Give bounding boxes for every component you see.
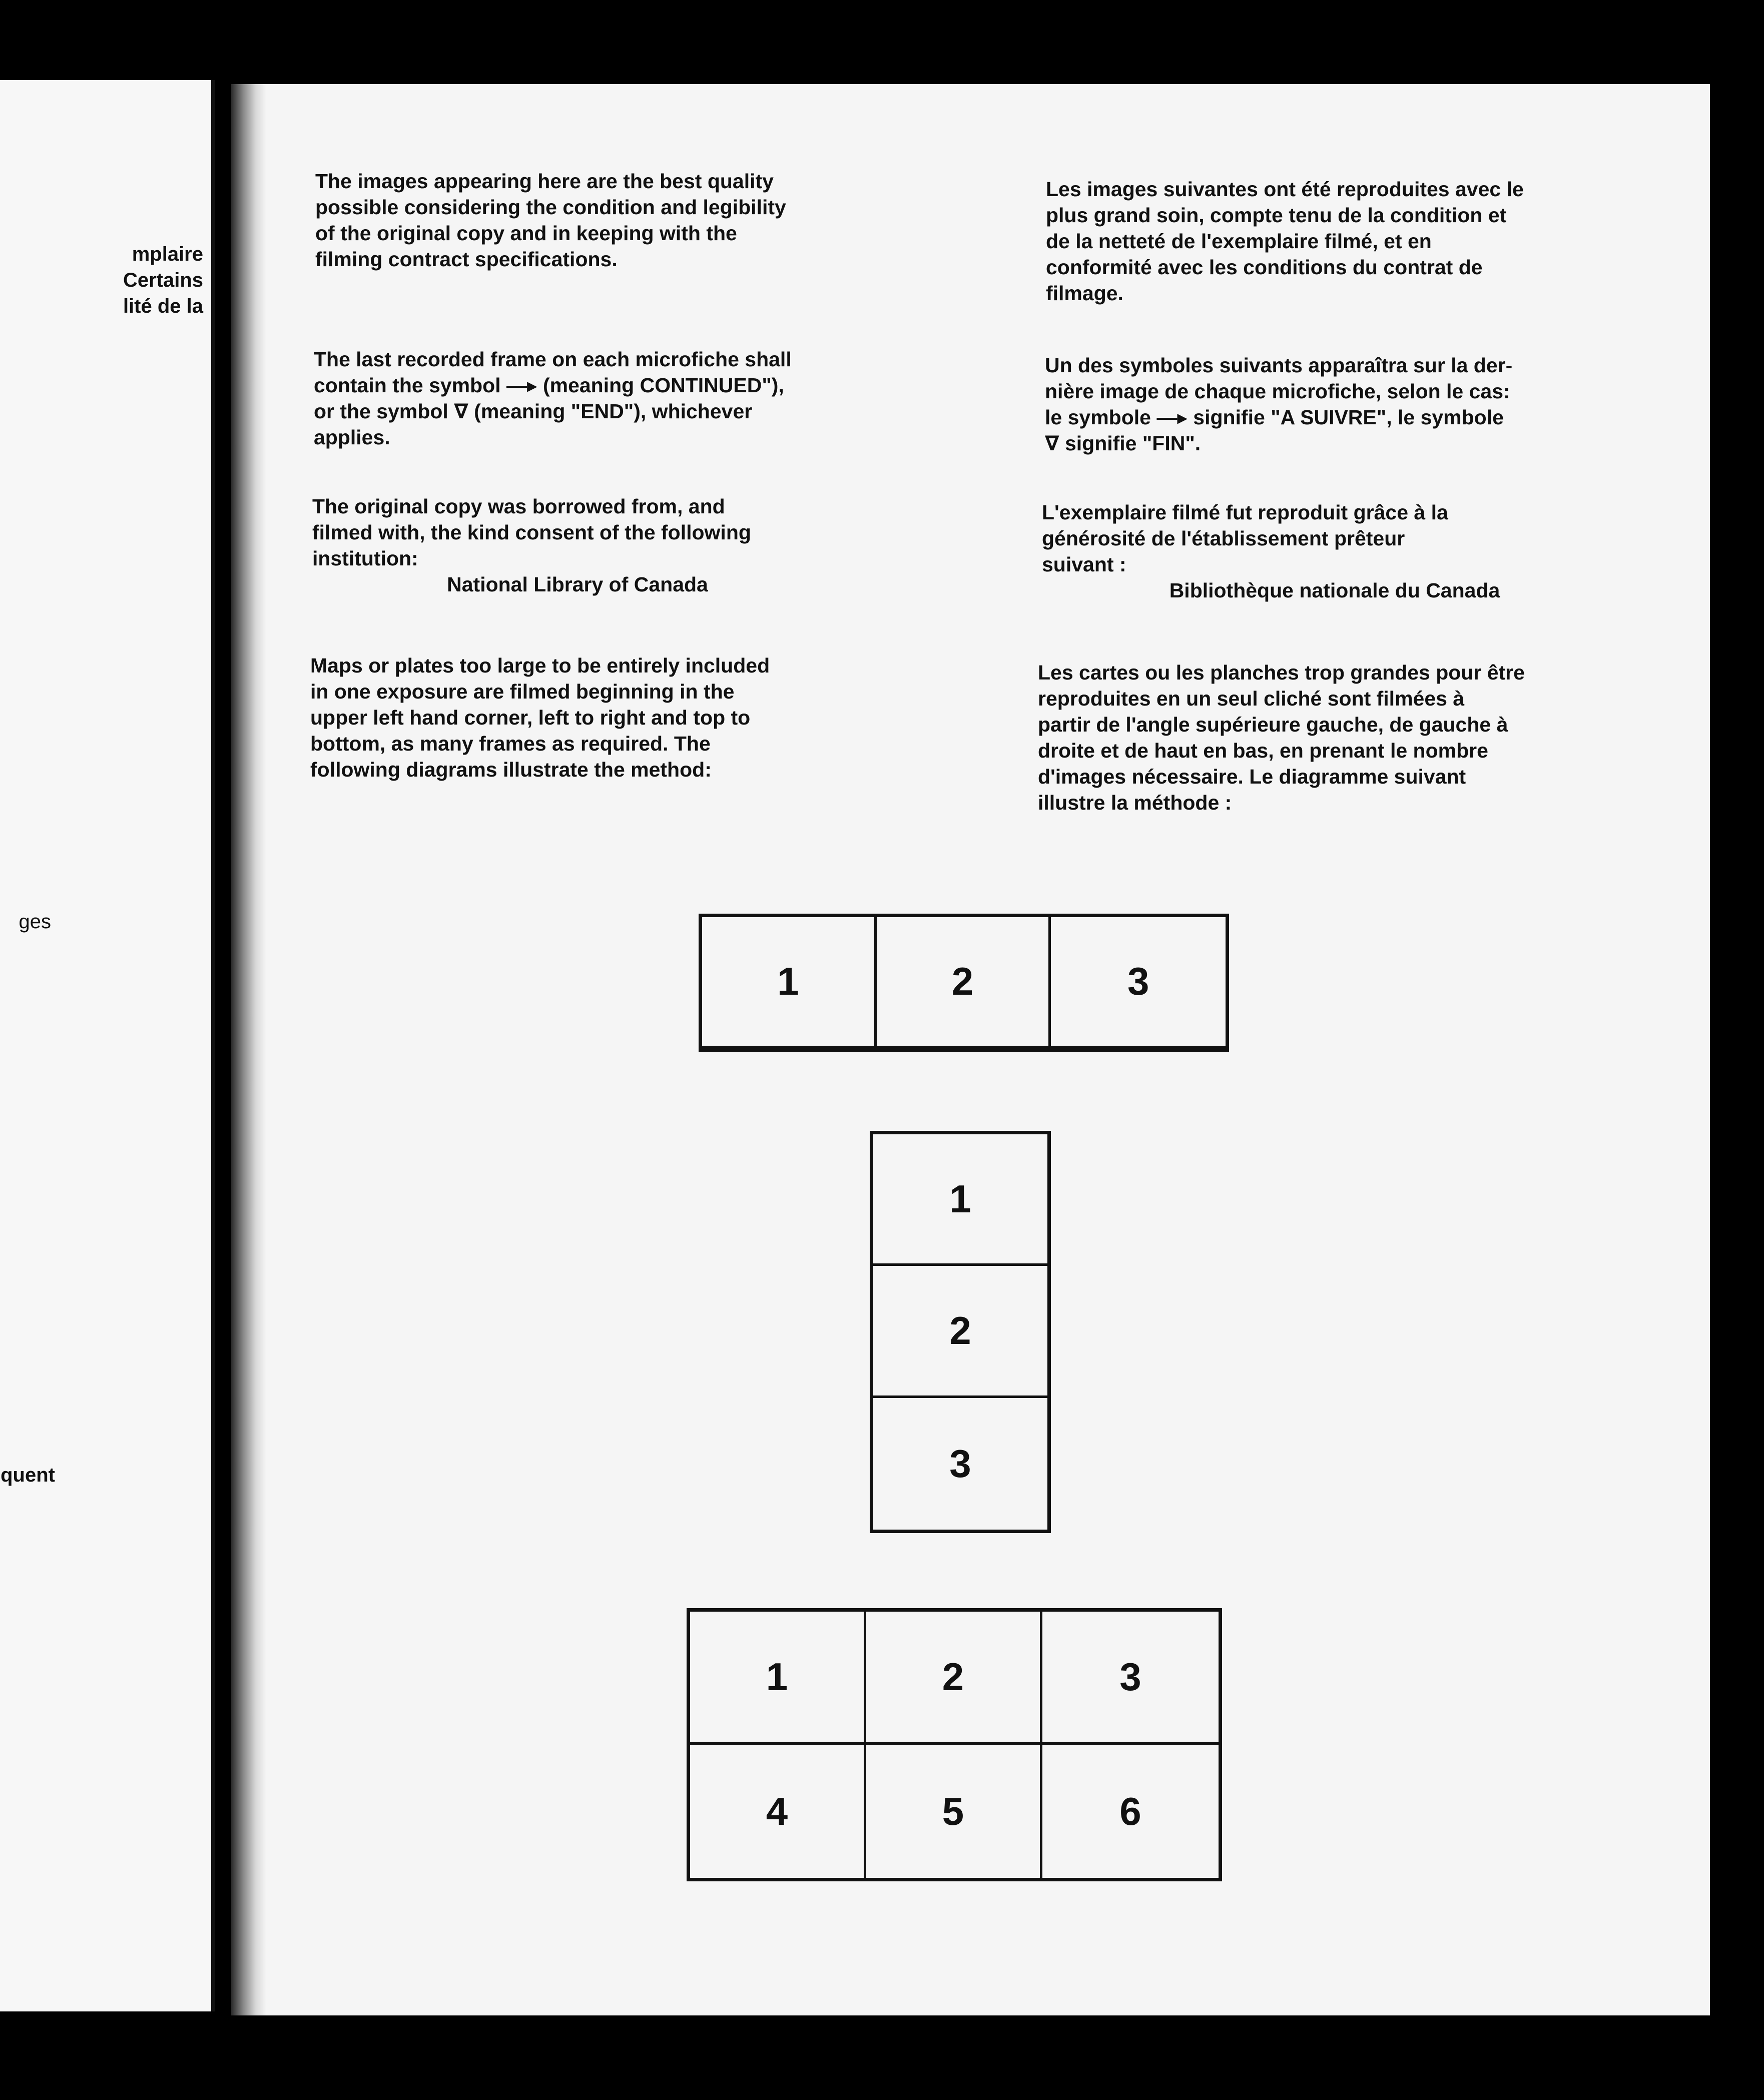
text-line: The original copy was borrowed from, and (312, 495, 725, 518)
text-line: Les images suivantes ont été reproduites avec le (1046, 178, 1524, 201)
text-line: applies. (314, 426, 390, 449)
left-text-fragment: lité de la (123, 295, 203, 317)
text-line: illustre la méthode : (1038, 791, 1232, 814)
text-line: d'images nécessaire. Le diagramme suivant (1038, 765, 1466, 788)
text-line: The images appearing here are the best quality (315, 170, 774, 193)
diagram-cell: 1 (873, 1134, 1047, 1266)
text-line: filmage. (1046, 282, 1123, 305)
text-line: L'exemplaire filmé fut reproduit grâce à la (1042, 501, 1448, 524)
institution-name: National Library of Canada (447, 573, 708, 596)
diagram-cell: 3 (1051, 917, 1226, 1048)
text-line: de la netteté de l'exemplaire filmé, et en (1046, 230, 1432, 253)
text-line: Les cartes ou les planches trop grandes pour être (1038, 661, 1525, 684)
diagram-column-of-three (870, 1131, 1051, 1533)
text-line: following diagrams illustrate the method: (310, 758, 712, 781)
diagram-cell: 2 (866, 1612, 1042, 1745)
diagram-cell: 1 (702, 917, 877, 1048)
french-paragraph-quality (1046, 176, 1524, 306)
text-line: possible considering the condition and legibility (315, 196, 786, 219)
text-line: The last recorded frame on each microfiche shall (314, 348, 792, 371)
text-line: plus grand soin, compte tenu de la condition et (1046, 204, 1507, 227)
text-line: filmed with, the kind consent of the following (312, 521, 751, 544)
diagram-cell: 6 (1119, 1789, 1141, 1833)
text-line: in one exposure are filmed beginning in the (310, 680, 735, 703)
text-line: upper left hand corner, left to right and top to (310, 706, 751, 729)
text-line: Maps or plates too large to be entirely included (310, 654, 770, 677)
diagram-grid-two-by-three (687, 1608, 1222, 1881)
diagram-cell: 3 (949, 1441, 971, 1486)
diagram-cell: 5 (866, 1745, 1042, 1878)
left-page-fragment (0, 80, 215, 2011)
left-text-fragment: Certains (123, 269, 203, 291)
text-line: conformité avec les conditions du contrat de (1046, 256, 1483, 279)
english-paragraph-symbols (314, 346, 792, 450)
text-line: ∇ signifie "FIN". (1045, 432, 1201, 455)
text-line: bottom, as many frames as required. The (310, 732, 711, 755)
text-line: générosité de l'établissement prêteur (1042, 527, 1405, 550)
text-line: of the original copy and in keeping with the (315, 222, 737, 245)
english-paragraph-institution (312, 493, 843, 597)
left-text-fragment: quent (1, 1464, 55, 1486)
diagram-cell: 4 (690, 1745, 866, 1878)
institution-name: Bibliothèque nationale du Canada (1169, 579, 1500, 602)
french-paragraph-symbols (1045, 352, 1512, 456)
text-line: contain the symbol —▸ (meaning CONTINUED"), (314, 374, 784, 397)
english-paragraph-maps (310, 652, 770, 783)
text-line: droite et de haut en bas, en prenant le nombre (1038, 739, 1488, 762)
diagram-row-of-three (699, 914, 1229, 1052)
left-text-fragment: mplaire (132, 243, 203, 265)
text-line: institution: (312, 547, 418, 570)
text-line: Un des symboles suivants apparaîtra sur la der- (1045, 354, 1513, 377)
text-line: partir de l'angle supérieure gauche, de gauche à (1038, 713, 1508, 736)
diagram-cell: 1 (690, 1612, 866, 1745)
left-text-fragment: ges (19, 911, 51, 933)
text-line: filming contract specifications. (315, 248, 618, 271)
english-paragraph-quality (315, 168, 786, 272)
diagram-cell: 3 (1042, 1612, 1219, 1745)
text-line: reproduites en un seul cliché sont filmées à (1038, 687, 1465, 710)
text-line: le symbole —▸ signifie "A SUIVRE", le symbole (1045, 406, 1504, 429)
text-line: nière image de chaque microfiche, selon le cas: (1045, 380, 1510, 403)
main-page (231, 84, 1710, 2015)
french-paragraph-maps (1038, 659, 1525, 816)
binding-shadow (231, 84, 266, 2015)
text-line: suivant : (1042, 553, 1126, 576)
diagram-cell: 2 (873, 1266, 1047, 1397)
french-paragraph-institution (1042, 499, 1627, 603)
diagram-cell: 2 (877, 917, 1051, 1048)
text-line: or the symbol ∇ (meaning "END"), whichever (314, 400, 753, 423)
